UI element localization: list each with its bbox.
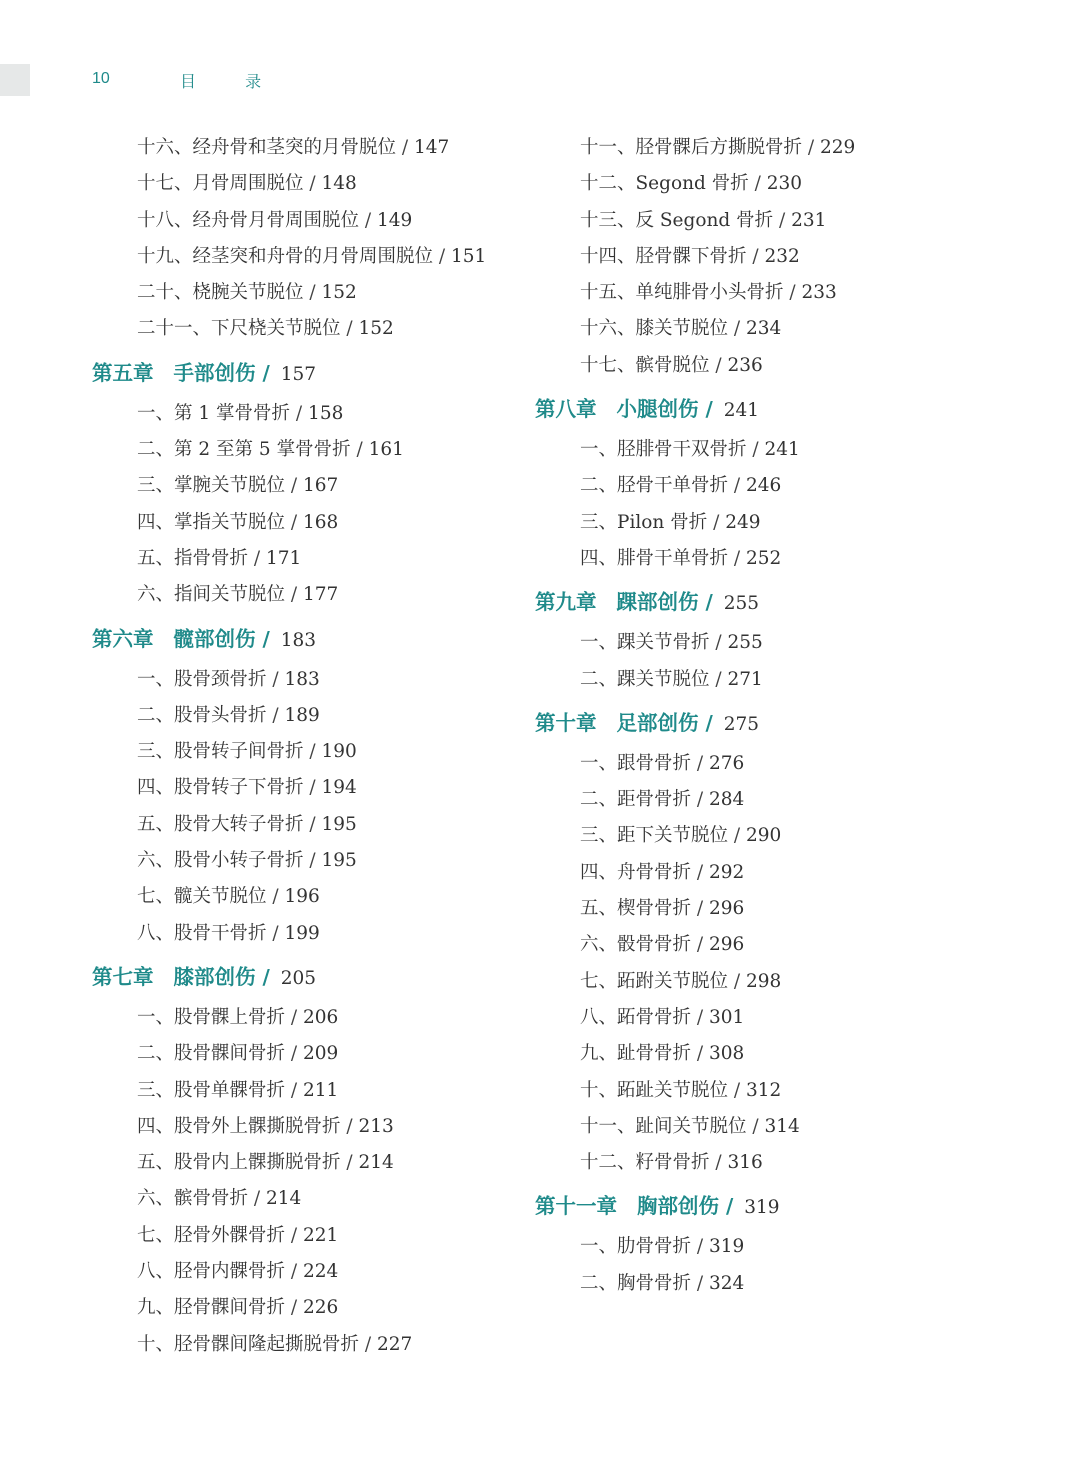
separator-slash: / — [266, 704, 285, 726]
toc-entry[interactable] — [580, 1109, 965, 1145]
toc-entry[interactable] — [137, 698, 522, 734]
separator-slash: / — [728, 318, 747, 340]
toc-entry-title: 四、股骨外上髁撕脱骨折 — [137, 1115, 341, 1137]
toc-entry-title: 四、腓骨干单骨折 — [580, 547, 729, 569]
toc-entry-title: 十七、月骨周围脱位 — [137, 173, 304, 195]
toc-entry-title: 五、指骨骨折 — [137, 547, 249, 569]
toc-entry-page-number: 316 — [727, 1152, 763, 1174]
toc-entry[interactable] — [137, 1145, 522, 1181]
toc-entry[interactable] — [580, 275, 965, 311]
separator-slash: / — [340, 1152, 359, 1174]
separator-slash: / — [359, 1333, 378, 1355]
separator-slash: / — [691, 1236, 710, 1258]
chapter-title: 胸部创伤 — [637, 1194, 719, 1219]
toc-entry-page-number: 227 — [377, 1333, 413, 1355]
toc-entry-title: 一、股骨髁上骨折 — [137, 1006, 286, 1028]
toc-entry-title: 一、踝关节骨折 — [580, 632, 710, 654]
toc-entry[interactable] — [137, 468, 522, 504]
running-header-title: 目 录 — [180, 72, 284, 91]
toc-entry-title: 八、跖骨骨折 — [580, 1006, 692, 1028]
separator-slash: / — [303, 777, 322, 799]
toc-entry[interactable] — [137, 130, 522, 166]
chapter-page-number: 319 — [744, 1197, 780, 1219]
separator-slash: / — [255, 964, 277, 989]
separator-slash: / — [709, 354, 728, 376]
toc-entry-page-number: 319 — [709, 1236, 745, 1258]
toc-entry-title: 一、跟骨骨折 — [580, 752, 692, 774]
toc-entry[interactable] — [580, 239, 965, 275]
toc-entry[interactable] — [137, 505, 522, 541]
toc-entry-page-number: 308 — [709, 1043, 745, 1065]
separator-slash: / — [698, 397, 720, 422]
chapter-number: 第六章 — [92, 626, 154, 651]
toc-chapter-heading[interactable] — [92, 348, 522, 396]
toc-entry-title: 十、胫骨髁间隆起撕脱骨折 — [137, 1333, 360, 1355]
chapter-page-number: 205 — [280, 967, 317, 989]
separator-slash: / — [396, 137, 415, 158]
toc-chapter-heading[interactable] — [535, 1181, 965, 1229]
toc-entry-page-number: 255 — [727, 632, 763, 654]
toc-entry-title: 十八、经舟骨月骨周围脱位 — [137, 209, 360, 231]
toc-entry-title: 六、指间关节脱位 — [137, 584, 286, 606]
toc-entry[interactable] — [580, 432, 965, 468]
toc-entry-title: 二、踝关节脱位 — [580, 668, 710, 690]
toc-entry-title: 十一、趾间关节脱位 — [580, 1115, 747, 1137]
chapter-title: 足部创伤 — [616, 710, 699, 735]
toc-entry[interactable] — [580, 746, 965, 782]
toc-entry-page-number: 232 — [764, 245, 800, 267]
toc-entry[interactable] — [580, 505, 965, 541]
toc-entry-page-number: 194 — [321, 777, 357, 799]
toc-entry[interactable] — [580, 1000, 965, 1036]
toc-entry-page-number: 196 — [284, 886, 320, 908]
toc-entry-title: 二、股骨髁间骨折 — [137, 1043, 286, 1065]
toc-left-column — [92, 130, 522, 1363]
separator-slash: / — [783, 282, 802, 304]
chapter-title: 膝部创伤 — [173, 964, 256, 989]
chapter-number: 第五章 — [92, 360, 154, 385]
toc-entry-title: 二十、桡腕关节脱位 — [137, 282, 304, 304]
chapter-title: 手部创伤 — [173, 360, 256, 385]
toc-entry[interactable] — [137, 1036, 522, 1072]
toc-entry[interactable] — [137, 1218, 522, 1254]
separator-slash: / — [285, 1297, 304, 1319]
toc-entry-title: 三、距下关节脱位 — [580, 825, 729, 847]
toc-entry-title: 七、髋关节脱位 — [137, 886, 267, 908]
toc-entry-title: 十九、经茎突和舟骨的月骨周围脱位 — [137, 245, 434, 267]
separator-slash: / — [303, 282, 322, 304]
toc-entry-title: 三、股骨单髁骨折 — [137, 1079, 286, 1101]
chapter-page-number: 241 — [723, 400, 760, 422]
toc-entry-page-number: 195 — [321, 813, 357, 835]
separator-slash: / — [340, 318, 359, 340]
separator-slash: / — [691, 861, 710, 883]
toc-entry[interactable] — [137, 166, 522, 202]
separator-slash: / — [266, 668, 285, 690]
toc-entry[interactable] — [137, 1000, 522, 1036]
separator-slash: / — [303, 813, 322, 835]
chapter-number: 第九章 — [535, 590, 597, 615]
toc-entry-title: 十、跖趾关节脱位 — [580, 1079, 729, 1101]
toc-entry[interactable] — [137, 770, 522, 806]
toc-entry-page-number: 195 — [321, 850, 357, 872]
separator-slash: / — [266, 886, 285, 908]
toc-entry[interactable] — [137, 203, 522, 239]
separator-slash: / — [719, 1194, 741, 1219]
separator-slash: / — [746, 439, 765, 461]
separator-slash: / — [691, 1006, 710, 1028]
toc-entry-title: 四、股骨转子下骨折 — [137, 777, 304, 799]
toc-entry[interactable] — [137, 1327, 522, 1363]
toc-entry[interactable] — [580, 818, 965, 854]
toc-entry-page-number: 314 — [764, 1115, 800, 1137]
toc-entry[interactable] — [580, 203, 965, 239]
separator-slash: / — [728, 825, 747, 847]
toc-entry[interactable] — [137, 239, 522, 275]
toc-entry[interactable] — [580, 1036, 965, 1072]
toc-entry-page-number: 296 — [709, 898, 745, 920]
separator-slash: / — [691, 789, 710, 811]
toc-entry-title: 十六、膝关节脱位 — [580, 318, 729, 340]
toc-entry-title: 七、跖跗关节脱位 — [580, 970, 729, 992]
toc-entry-page-number: 168 — [303, 511, 339, 533]
toc-entry[interactable] — [137, 311, 522, 347]
toc-entry-page-number: 246 — [746, 475, 782, 497]
toc-entry-title: 六、髌骨骨折 — [137, 1188, 249, 1210]
toc-entry[interactable] — [580, 468, 965, 504]
toc-entry[interactable] — [137, 662, 522, 698]
separator-slash: / — [709, 1152, 728, 1174]
separator-slash: / — [728, 475, 747, 497]
toc-entry-page-number: 190 — [321, 741, 357, 763]
toc-entry-title: 三、股骨转子间骨折 — [137, 741, 304, 763]
toc-entry[interactable] — [580, 855, 965, 891]
toc-entry-title: 一、股骨颈骨折 — [137, 668, 267, 690]
toc-entry[interactable] — [137, 734, 522, 770]
toc-entry-title: 十三、反 Segond 骨折 — [580, 209, 774, 231]
toc-entry-title: 三、Pilon 骨折 — [580, 511, 708, 533]
toc-entry-page-number: 226 — [303, 1297, 339, 1319]
toc-entry-title: 七、胫骨外髁骨折 — [137, 1224, 286, 1246]
toc-entry-page-number: 284 — [709, 789, 745, 811]
separator-slash: / — [773, 209, 792, 231]
toc-entry-title: 十七、髌骨脱位 — [580, 354, 710, 376]
toc-entry[interactable] — [137, 1109, 522, 1145]
chapter-number: 第十章 — [535, 710, 597, 735]
toc-entry[interactable] — [580, 348, 965, 384]
toc-entry[interactable] — [580, 166, 965, 202]
toc-entry-title: 八、股骨干骨折 — [137, 922, 267, 944]
toc-entry-page-number: 234 — [746, 318, 782, 340]
toc-chapter-heading[interactable] — [535, 384, 965, 432]
separator-slash: / — [746, 1115, 765, 1137]
separator-slash: / — [707, 511, 726, 533]
toc-entry-page-number: 221 — [303, 1224, 339, 1246]
toc-entry[interactable] — [137, 577, 522, 613]
separator-slash: / — [691, 1272, 710, 1294]
toc-entry-title: 十六、经舟骨和茎突的月骨脱位 — [137, 137, 397, 158]
toc-entry-page-number: 152 — [321, 282, 357, 304]
separator-slash: / — [709, 632, 728, 654]
toc-entry[interactable] — [137, 396, 522, 432]
chapter-title: 小腿创伤 — [616, 397, 699, 422]
toc-entry-title: 十二、Segond 骨折 — [580, 173, 749, 195]
toc-entry-title: 三、掌腕关节脱位 — [137, 475, 286, 497]
toc-entry-page-number: 229 — [820, 137, 856, 158]
toc-entry-title: 二十一、下尺桡关节脱位 — [137, 318, 341, 340]
toc-entry[interactable] — [580, 130, 965, 166]
separator-slash: / — [303, 173, 322, 195]
toc-entry-page-number: 167 — [303, 475, 339, 497]
toc-entry-title: 一、胫腓骨干双骨折 — [580, 439, 747, 461]
separator-slash: / — [746, 245, 765, 267]
separator-slash: / — [691, 752, 710, 774]
separator-slash: / — [728, 547, 747, 569]
toc-entry[interactable] — [580, 625, 965, 661]
toc-entry-page-number: 276 — [709, 752, 745, 774]
toc-entry-page-number: 177 — [303, 584, 339, 606]
separator-slash: / — [303, 741, 322, 763]
separator-slash: / — [285, 584, 304, 606]
toc-entry-page-number: 214 — [358, 1152, 394, 1174]
toc-chapter-heading[interactable] — [92, 614, 522, 662]
toc-entry-page-number: 324 — [709, 1272, 745, 1294]
toc-entry-page-number: 206 — [303, 1006, 339, 1028]
page-edge-tab — [0, 64, 30, 96]
toc-entry-page-number: 148 — [321, 173, 357, 195]
chapter-number: 第七章 — [92, 964, 154, 989]
toc-entry[interactable] — [580, 1145, 965, 1181]
toc-entry[interactable] — [580, 541, 965, 577]
chapter-page-number: 157 — [280, 363, 317, 385]
toc-entry-title: 八、胫骨内髁骨折 — [137, 1261, 286, 1283]
toc-entry-page-number: 290 — [746, 825, 782, 847]
toc-entry[interactable] — [137, 432, 522, 468]
separator-slash: / — [691, 934, 710, 956]
toc-entry-title: 五、楔骨骨折 — [580, 898, 692, 920]
toc-entry-page-number: 241 — [764, 439, 800, 461]
page-number: 10 — [92, 70, 110, 87]
separator-slash: / — [728, 1079, 747, 1101]
toc-entry-page-number: 189 — [284, 704, 320, 726]
separator-slash: / — [266, 922, 285, 944]
toc-entry-title: 二、股骨头骨折 — [137, 704, 267, 726]
separator-slash: / — [285, 511, 304, 533]
toc-entry-title: 六、骰骨骨折 — [580, 934, 692, 956]
toc-entry-page-number: 296 — [709, 934, 745, 956]
toc-entry-page-number: 298 — [746, 970, 782, 992]
separator-slash: / — [698, 590, 720, 615]
toc-entry-title: 十一、胫骨髁后方撕脱骨折 — [580, 137, 803, 158]
toc-entry-page-number: 252 — [746, 547, 782, 569]
separator-slash: / — [802, 137, 821, 158]
toc-entry[interactable] — [137, 1073, 522, 1109]
toc-entry-page-number: 301 — [709, 1006, 745, 1028]
toc-entry-title: 四、掌指关节脱位 — [137, 511, 286, 533]
toc-entry-page-number: 211 — [303, 1079, 339, 1101]
toc-entry-page-number: 161 — [368, 439, 404, 461]
toc-entry[interactable] — [137, 541, 522, 577]
toc-entry[interactable] — [137, 1290, 522, 1326]
separator-slash: / — [350, 439, 369, 461]
toc-entry-title: 五、股骨大转子骨折 — [137, 813, 304, 835]
toc-entry-page-number: 233 — [801, 282, 837, 304]
toc-entry-title: 二、胸骨骨折 — [580, 1272, 692, 1294]
separator-slash: / — [691, 898, 710, 920]
separator-slash: / — [691, 1043, 710, 1065]
toc-entry-title: 二、距骨骨折 — [580, 789, 692, 811]
toc-entry-title: 二、第 2 至第 5 掌骨骨折 — [137, 439, 351, 461]
separator-slash: / — [359, 209, 378, 231]
toc-entry[interactable] — [580, 1266, 965, 1302]
toc-entry-page-number: 151 — [451, 245, 487, 267]
separator-slash: / — [248, 547, 267, 569]
toc-entry-title: 六、股骨小转子骨折 — [137, 850, 304, 872]
toc-entry-title: 一、肋骨骨折 — [580, 1236, 692, 1258]
toc-entry-page-number: 230 — [766, 173, 803, 195]
separator-slash: / — [255, 626, 277, 651]
separator-slash: / — [285, 1006, 304, 1028]
toc-entry-page-number: 199 — [284, 922, 320, 944]
separator-slash: / — [290, 402, 309, 424]
toc-entry[interactable] — [580, 1229, 965, 1265]
toc-entry[interactable] — [137, 879, 522, 915]
separator-slash: / — [303, 850, 322, 872]
toc-entry[interactable] — [580, 311, 965, 347]
toc-entry-title: 二、胫骨干单骨折 — [580, 475, 729, 497]
toc-entry-page-number: 236 — [727, 354, 763, 376]
toc-chapter-heading[interactable] — [92, 952, 522, 1000]
separator-slash: / — [285, 1043, 304, 1065]
separator-slash: / — [285, 1224, 304, 1246]
toc-entry-page-number: 271 — [727, 668, 763, 690]
toc-chapter-heading[interactable] — [535, 698, 965, 746]
toc-entry[interactable] — [137, 807, 522, 843]
toc-entry-page-number: 158 — [308, 402, 344, 424]
separator-slash: / — [728, 970, 747, 992]
toc-entry-title: 九、胫骨髁间骨折 — [137, 1297, 286, 1319]
toc-entry[interactable] — [580, 782, 965, 818]
toc-entry[interactable] — [137, 916, 522, 952]
chapter-title: 踝部创伤 — [616, 590, 699, 615]
toc-entry-page-number: 231 — [791, 209, 827, 231]
toc-right-column — [535, 130, 965, 1302]
separator-slash: / — [709, 668, 728, 690]
toc-entry-title: 十二、籽骨骨折 — [580, 1152, 710, 1174]
separator-slash: / — [285, 475, 304, 497]
separator-slash: / — [748, 173, 767, 195]
toc-entry-title: 十五、单纯腓骨小头骨折 — [580, 282, 784, 304]
toc-entry[interactable] — [580, 662, 965, 698]
toc-entry-title: 九、趾骨骨折 — [580, 1043, 692, 1065]
toc-entry[interactable] — [580, 1073, 965, 1109]
toc-entry[interactable] — [137, 275, 522, 311]
separator-slash: / — [248, 1188, 267, 1210]
separator-slash: / — [285, 1079, 304, 1101]
separator-slash: / — [285, 1261, 304, 1283]
toc-entry[interactable] — [580, 927, 965, 963]
separator-slash: / — [255, 360, 277, 385]
toc-entry-page-number: 171 — [266, 547, 302, 569]
chapter-page-number: 275 — [723, 713, 760, 735]
toc-chapter-heading[interactable] — [535, 577, 965, 625]
chapter-title: 髋部创伤 — [173, 626, 256, 651]
toc-entry-title: 一、第 1 掌骨骨折 — [137, 402, 291, 424]
separator-slash: / — [433, 245, 452, 267]
chapter-number: 第八章 — [535, 397, 597, 422]
separator-slash: / — [340, 1115, 359, 1137]
toc-entry[interactable] — [137, 843, 522, 879]
toc-entry-page-number: 147 — [414, 137, 450, 158]
toc-entry-page-number: 213 — [358, 1115, 394, 1137]
toc-entry-page-number: 312 — [746, 1079, 782, 1101]
toc-entry-page-number: 209 — [303, 1043, 339, 1065]
toc-entry-page-number: 292 — [709, 861, 745, 883]
toc-entry[interactable] — [580, 891, 965, 927]
toc-entry-page-number: 214 — [266, 1188, 302, 1210]
toc-entry[interactable] — [137, 1254, 522, 1290]
separator-slash: / — [698, 710, 720, 735]
chapter-page-number: 183 — [280, 629, 317, 651]
toc-entry[interactable] — [137, 1181, 522, 1217]
chapter-page-number: 255 — [723, 593, 760, 615]
toc-entry-title: 四、舟骨骨折 — [580, 861, 692, 883]
toc-entry-title: 十四、胫骨髁下骨折 — [580, 245, 747, 267]
toc-entry[interactable] — [580, 964, 965, 1000]
toc-entry-page-number: 249 — [725, 511, 761, 533]
toc-entry-title: 五、股骨内上髁撕脱骨折 — [137, 1152, 341, 1174]
toc-entry-page-number: 152 — [358, 318, 394, 340]
toc-entry-page-number: 224 — [303, 1261, 339, 1283]
toc-entry-page-number: 183 — [284, 668, 320, 690]
toc-entry-page-number: 149 — [377, 209, 413, 231]
chapter-number: 第十一章 — [535, 1194, 617, 1219]
